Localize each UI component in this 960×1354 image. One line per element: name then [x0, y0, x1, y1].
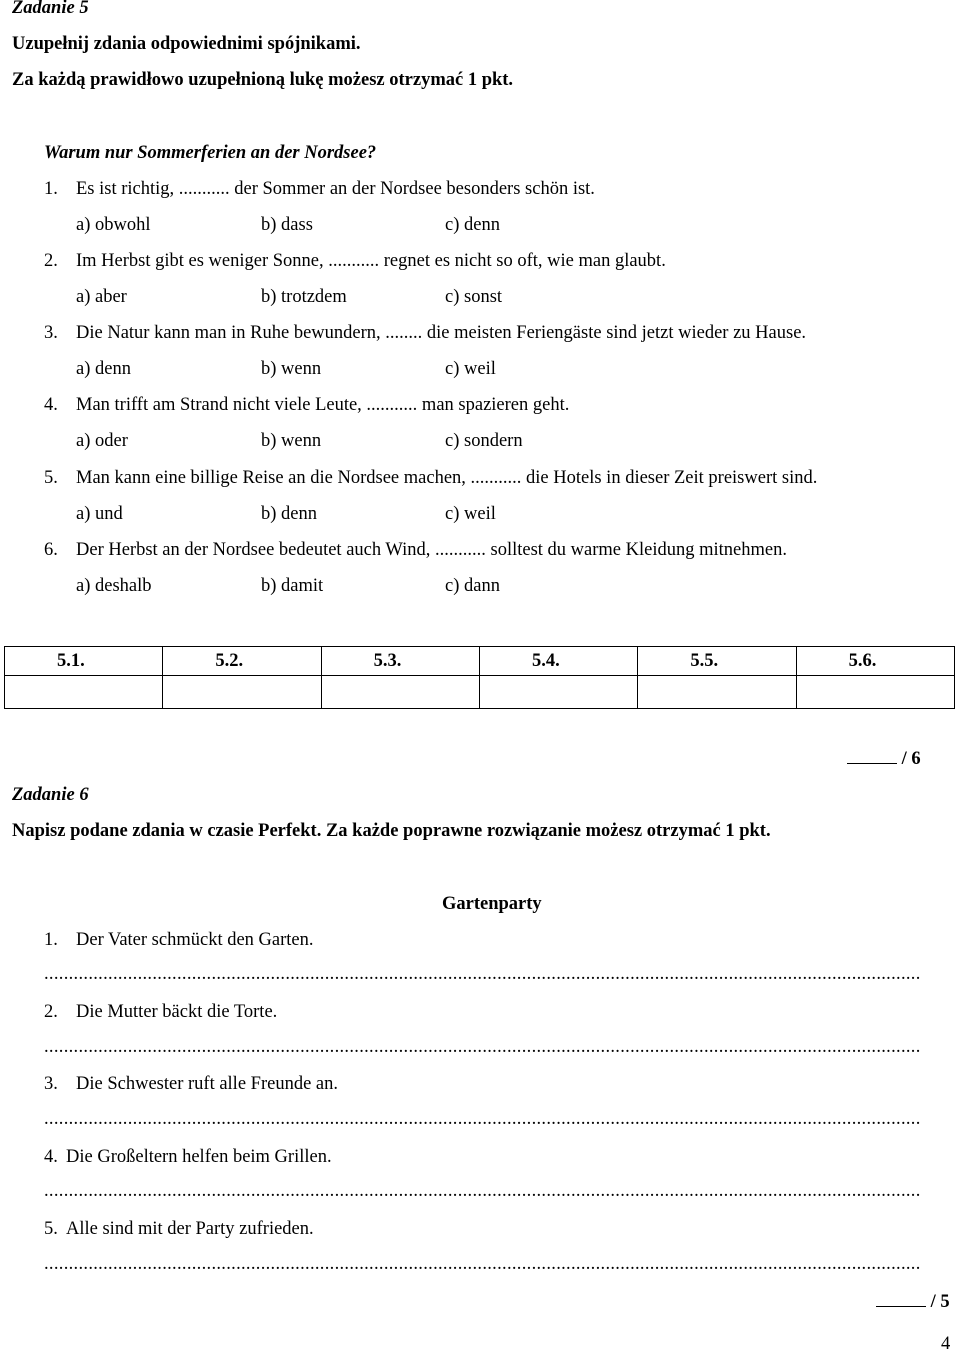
score-max: / 6: [901, 749, 921, 769]
task6-item-sentence: Der Vater schmückt den Garten.: [76, 930, 314, 950]
score-blank[interactable]: [876, 1306, 926, 1307]
answer-cell[interactable]: [796, 676, 954, 709]
task5-score: [847, 750, 921, 769]
task6-instruction: Napisz podane zdania w czasie Perfekt. Za każde poprawne rozwiązanie możesz otrzymać 1 pkt.: [12, 821, 771, 841]
task5-item-number: 4.: [44, 395, 58, 415]
task5-item-sentence: Im Herbst gibt es weniger Sonne, ........... regnet es nicht so oft, wie man glaubt.: [76, 251, 666, 271]
answer-cell[interactable]: [321, 676, 479, 709]
task6-item-sentence: Die Schwester ruft alle Freunde an.: [76, 1074, 338, 1094]
answer-header: 5.1.: [5, 647, 163, 676]
task6-score: [876, 1293, 950, 1312]
answer-cell[interactable]: [479, 676, 637, 709]
answer-line[interactable]: ..................................................................................................................................................................................: [44, 1181, 921, 1201]
answer-line[interactable]: ..................................................................................................................................................................................: [44, 964, 921, 984]
task5-item-sentence: Man trifft am Strand nicht viele Leute, ........... man spazieren geht.: [76, 395, 570, 415]
answer-header: 5.4.: [479, 647, 637, 676]
task6-item-number: 3.: [44, 1074, 58, 1094]
task5-item-number: 1.: [44, 179, 58, 199]
task6-item-sentence: Alle sind mit der Party zufrieden.: [66, 1219, 314, 1239]
task6-item-number: 1.: [44, 930, 58, 950]
answer-cell[interactable]: [5, 676, 163, 709]
task6-item-sentence: Die Mutter bäckt die Torte.: [76, 1002, 278, 1022]
task6-text-title: Gartenparty: [442, 894, 542, 914]
option-c: c) weil: [445, 504, 496, 524]
answer-cell[interactable]: [638, 676, 796, 709]
option-a: a) aber: [76, 287, 127, 307]
option-c: c) dann: [445, 576, 500, 596]
task6-item-number: 2.: [44, 1002, 58, 1022]
answer-table: [4, 646, 955, 709]
option-a: a) oder: [76, 431, 128, 451]
answer-input-row: [5, 676, 955, 709]
option-b: b) damit: [261, 576, 324, 596]
option-b: b) wenn: [261, 431, 322, 451]
task5-item-number: 2.: [44, 251, 58, 271]
task6-item-number: 5.: [44, 1219, 58, 1239]
option-c: c) weil: [445, 359, 496, 379]
option-a: a) deshalb: [76, 576, 152, 596]
task5-instruction: Uzupełnij zdania odpowiednimi spójnikami.: [12, 34, 361, 54]
task5-title: Zadanie 5: [12, 0, 89, 18]
option-a: a) obwohl: [76, 215, 151, 235]
task5-item-sentence: Man kann eine billige Reise an die Nordsee machen, ........... die Hotels in dieser Zeit preiswert sind.: [76, 468, 818, 488]
option-b: b) dass: [261, 215, 313, 235]
task6-item-number: 4.: [44, 1147, 58, 1167]
answer-line[interactable]: ..................................................................................................................................................................................: [44, 1037, 921, 1057]
answer-header: 5.5.: [638, 647, 796, 676]
task5-text-title: Warum nur Sommerferien an der Nordsee?: [44, 143, 377, 163]
score-max: / 5: [930, 1292, 950, 1312]
task6-title: Zadanie 6: [12, 785, 89, 805]
answer-header: 5.2.: [163, 647, 321, 676]
score-blank[interactable]: [847, 763, 897, 764]
task5-item-number: 3.: [44, 323, 58, 343]
option-c: c) denn: [445, 215, 500, 235]
answer-line[interactable]: ..................................................................................................................................................................................: [44, 1254, 921, 1274]
page-number: 4: [941, 1334, 951, 1354]
option-b: b) denn: [261, 504, 317, 524]
answer-header-row: [5, 647, 955, 676]
option-a: a) denn: [76, 359, 131, 379]
task5-item-sentence: Es ist richtig, ........... der Sommer an der Nordsee besonders schön ist.: [76, 179, 595, 199]
answer-header: 5.3.: [321, 647, 479, 676]
answer-cell[interactable]: [163, 676, 321, 709]
task5-item-sentence: Die Natur kann man in Ruhe bewundern, ........ die meisten Feriengäste sind jetzt wieder zu Hause.: [76, 323, 807, 343]
task5-item-number: 5.: [44, 468, 58, 488]
task5-item-sentence: Der Herbst an der Nordsee bedeutet auch Wind, ........... solltest du warme Kleidung mitnehmen.: [76, 540, 787, 560]
option-b: b) trotzdem: [261, 287, 347, 307]
answer-header: 5.6.: [796, 647, 954, 676]
option-a: a) und: [76, 504, 123, 524]
option-c: c) sondern: [445, 431, 523, 451]
task5-points-info: Za każdą prawidłowo uzupełnioną lukę możesz otrzymać 1 pkt.: [12, 70, 514, 90]
task5-item-number: 6.: [44, 540, 58, 560]
task6-item-sentence: Die Großeltern helfen beim Grillen.: [66, 1147, 332, 1167]
option-b: b) wenn: [261, 359, 322, 379]
answer-line[interactable]: ..................................................................................................................................................................................: [44, 1109, 921, 1129]
option-c: c) sonst: [445, 287, 503, 307]
